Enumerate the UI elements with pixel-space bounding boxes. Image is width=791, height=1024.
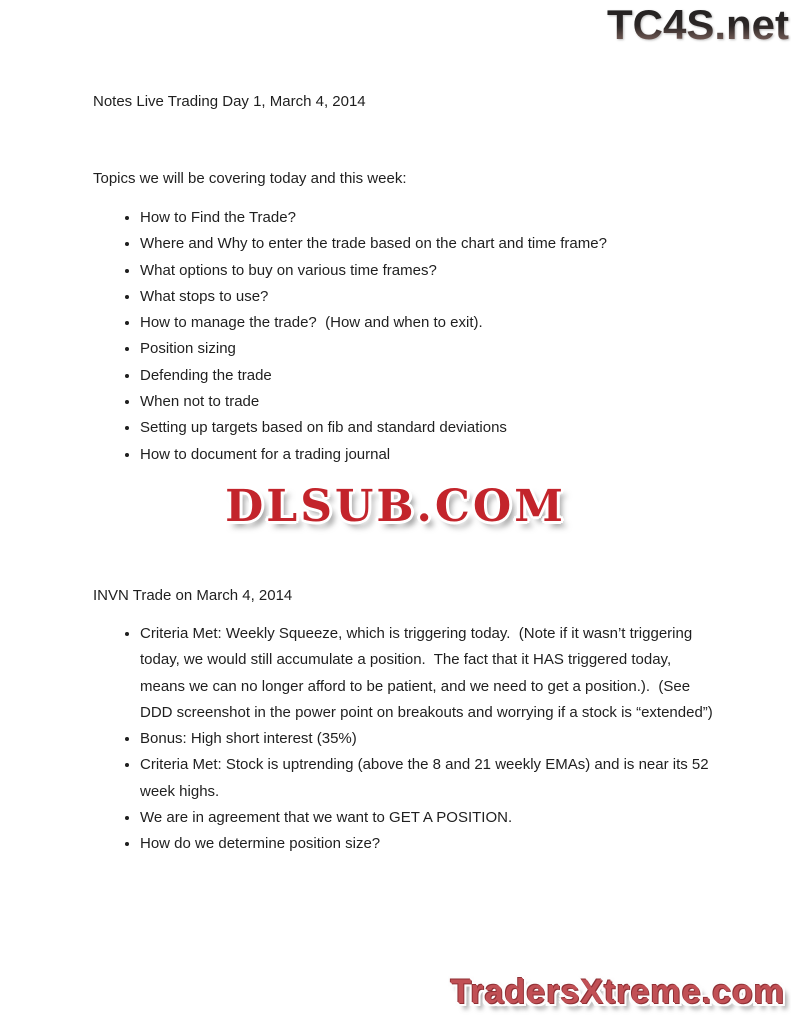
topic-item: • How to manage the trade? (How and when to exit). bbox=[140, 310, 720, 336]
invn-heading: INVN Trade on March 4, 2014 bbox=[93, 587, 293, 604]
topic-item: • Position sizing bbox=[140, 336, 720, 362]
invn-item: • How do we determine position size? bbox=[140, 831, 717, 857]
topic-item: • Setting up targets based on fib and standard deviations bbox=[140, 415, 720, 441]
invn-item: • Criteria Met: Weekly Squeeze, which is triggering today. (Note if it wasn’t triggering today, we would still accumulate a position. The fact that it HAS triggered today, means we can no longer afford to be patient, and we need to get a position.). (See DDD screenshot in the power point on breakouts and worrying if a stock is “extended”) bbox=[140, 621, 717, 726]
topic-item: • Where and Why to enter the trade based on the chart and time frame? bbox=[140, 231, 720, 257]
topic-item: • Defending the trade bbox=[140, 363, 720, 389]
invn-item: • We are in agreement that we want to GET A POSITION. bbox=[140, 805, 717, 831]
tradersxtreme-logo: TradersXtreme.com bbox=[450, 973, 785, 1011]
topic-item: • How to document for a trading journal bbox=[140, 442, 720, 468]
tc4s-logo: TC4S.net bbox=[606, 1, 789, 48]
topic-item: • What options to buy on various time frames? bbox=[140, 258, 720, 284]
invn-item: • Bonus: High short interest (35%) bbox=[140, 726, 717, 752]
topics-list bbox=[93, 205, 720, 468]
dlsub-logo: DLSUB.COM bbox=[225, 481, 566, 532]
topic-item: • When not to trade bbox=[140, 389, 720, 415]
invn-list bbox=[93, 621, 717, 858]
invn-item: • Criteria Met: Stock is uptrending (above the 8 and 21 weekly EMAs) and is near its 52 week highs. bbox=[140, 752, 717, 805]
document-title: Notes Live Trading Day 1, March 4, 2014 bbox=[93, 93, 366, 110]
topic-item: • What stops to use? bbox=[140, 284, 720, 310]
topics-heading: Topics we will be covering today and this week: bbox=[93, 170, 407, 187]
topic-item: • How to Find the Trade? bbox=[140, 205, 720, 231]
